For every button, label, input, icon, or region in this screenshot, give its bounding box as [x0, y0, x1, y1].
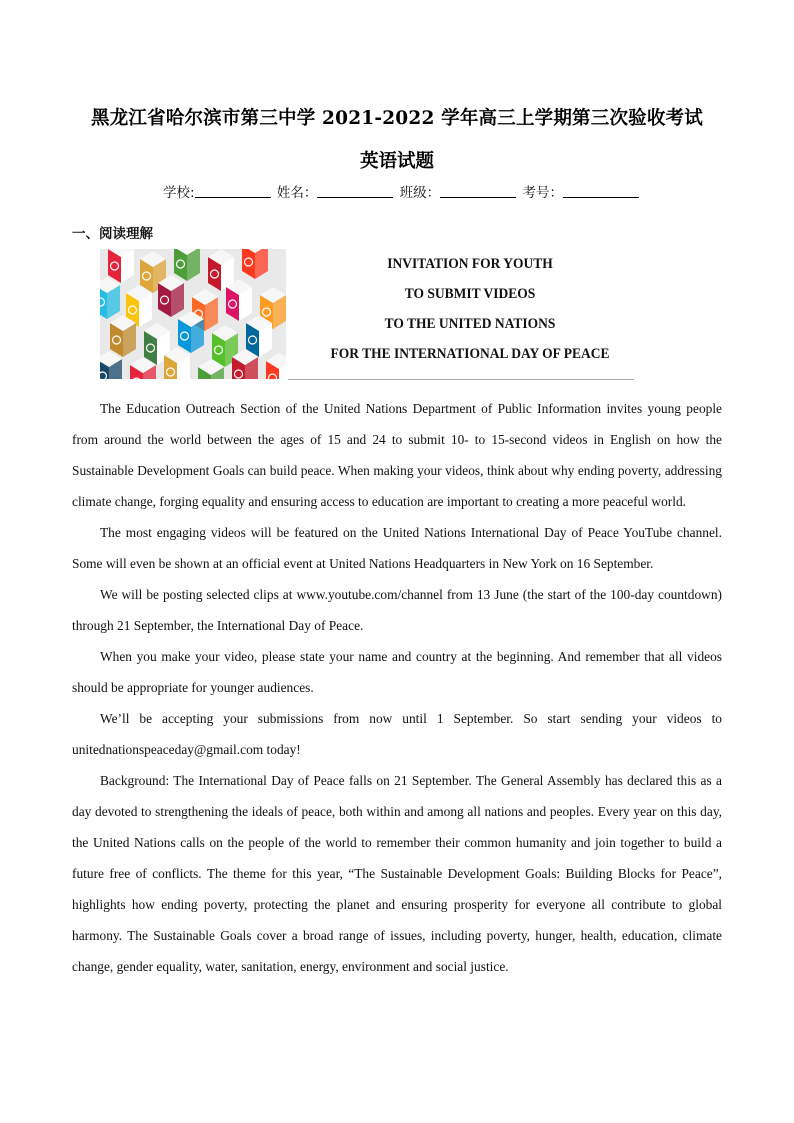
banner-divider [288, 379, 634, 380]
school-field[interactable] [195, 185, 271, 198]
sdg-blocks-image [100, 249, 286, 379]
exam-subtitle: 英语试题 [359, 151, 434, 172]
banner-line-3: TO THE UNITED NATIONS [384, 316, 556, 332]
banner-line-4: FOR THE INTERNATIONAL DAY OF PEACE [330, 346, 610, 362]
student-info-line [163, 181, 633, 201]
school-label: 学校: [163, 185, 195, 201]
section-heading: 一、阅读理解 [72, 226, 153, 242]
sdg-block [158, 275, 184, 317]
exam-number-field[interactable] [563, 185, 639, 198]
exam-title: 黑龙江省哈尔滨市第三中学 2021-2022 学年高三上学期第三次验收考试 [91, 108, 703, 129]
passage-paragraph: When you make your video, please state your name and country at the beginning. And remember that all videos should be appropriate for younger audiences. [72, 649, 722, 695]
class-label: 班级： [399, 185, 441, 201]
sdg-block [246, 315, 272, 357]
passage-paragraph: The Education Outreach Section of the United Nations Department of Public Information invites young people from around the world between the ages of 15 and 24 to submit 10- to 15-second videos in English on how the Sustainable Development Goals can build peace. When making your videos, think about why ending poverty, addressing climate change, forging equality and ensuring access to education are important to creating a more peaceful world. [72, 401, 722, 509]
sdg-block [100, 277, 120, 319]
passage-paragraph: We’ll be accepting your submissions from now until 1 September. So start sending your videos to unitednationspeaceday@gmail.com today! [72, 711, 722, 757]
sdg-block [178, 311, 204, 353]
reading-passage [72, 393, 722, 982]
exam-number-label: 考号： [522, 185, 563, 201]
sdg-block [226, 279, 252, 321]
passage-paragraph: We will be posting selected clips at www.youtube.com/channel from 13 June (the start of the 100-day countdown) through 21 September, the International Day of Peace. [72, 587, 722, 633]
name-field[interactable] [317, 185, 393, 198]
sdg-blocks-graphic [100, 249, 286, 379]
banner-line-1: INVITATION FOR YOUTH [387, 256, 553, 272]
passage-paragraph: Background: The International Day of Peace falls on 21 September. The General Assembly has declared this as a day devoted to strengthening the ideals of peace, both within and among all nations and peoples. Every year on this day, the United Nations calls on the people of the world to remember their common humanity and join together to build a future free of conflicts. The theme for this year, “The Sustainable Development Goals: Building Blocks for Peace”, highlights how ending poverty, protecting the planet and ensuring prosperity for everyone all contribute to global harmony. The Sustainable Goals cover a broad range of issues, including poverty, hunger, health, education, climate change, gender equality, water, sanitation, energy, environment and social justice. [72, 773, 722, 974]
class-field[interactable] [440, 185, 516, 198]
name-label: 姓名： [276, 185, 318, 201]
banner-line-2: TO SUBMIT VIDEOS [404, 286, 536, 302]
sdg-block [110, 315, 136, 357]
passage-paragraph: The most engaging videos will be featured on the United Nations International Day of Peace YouTube channel. Some will even be shown at an official event at United Nations Headquarters in New York on 16 September. [72, 525, 722, 571]
